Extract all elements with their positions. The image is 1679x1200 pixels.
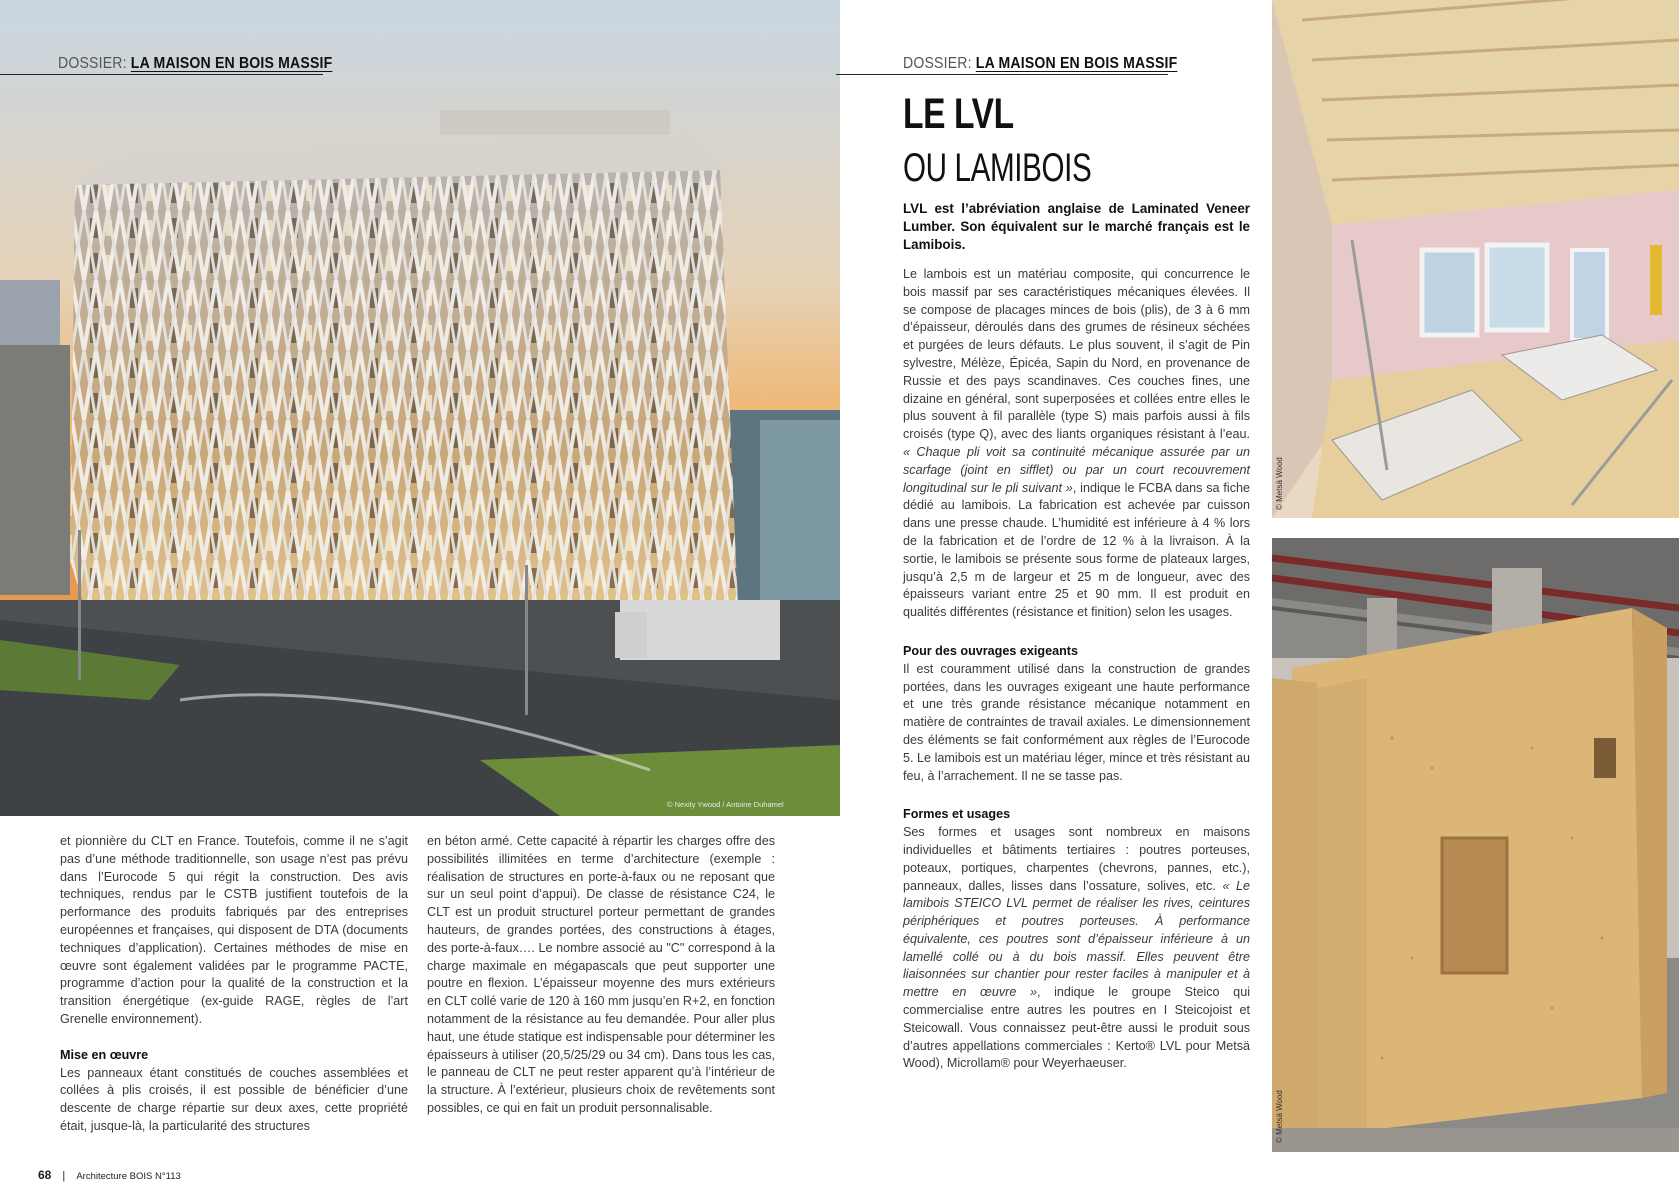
- clt-heading-mise-en-oeuvre: Mise en œuvre: [60, 1047, 149, 1062]
- page-footer: [38, 1168, 181, 1182]
- clt-column-1: [60, 833, 408, 1136]
- article-lead: LVL est l’abréviation anglaise de Laminated Veneer Lumber. Son équivalent sur le marché français est le Lamibois.: [903, 201, 1250, 252]
- dossier-header-left: [58, 55, 332, 73]
- interior-photo: [1272, 0, 1679, 518]
- dossier-title-right: LA MAISON EN BOIS MASSIF: [975, 55, 1178, 72]
- panels-photo-credit: © Metsä Wood: [1275, 1090, 1284, 1143]
- header-rule-right: [836, 74, 1168, 75]
- formes-text-1: Ses formes et usages sont nombreux en maisons individuelles et bâtiments tertiaires : poutres porteuses, poteaux, portiques, charpentes (chevrons, pannes, etc.), panneaux, dalles, lisses dans l’ossature, solives, etc.: [903, 825, 1250, 893]
- clt-column-2: [427, 833, 775, 1118]
- clt-paragraph-2: Les panneaux étant constitués de couches assemblées et collées à plis croisés, il est possible de bénéficier d’une descente de charge répartie sur deux axes, cette propriété était, jusque-là, la particularité des structures: [60, 1065, 408, 1133]
- article-subtitle: OU LAMIBOIS: [903, 146, 1092, 190]
- paragraph-ouvrages: Il est couramment utilisé dans la construction de grandes portées, dans les ouvrages exigeant une haute performance et une très grande résistance mécanique notamment en matière de contraintes de travail axiales. Le dimensionnement des éléments se fait conformément aux règles de l’Eurocode 5. Le lamibois est un matériau léger, mince et très résistant au feu, à l’arrachement. Il ne se tasse pas.: [903, 661, 1250, 783]
- footer-separator: |: [62, 1170, 66, 1182]
- magazine-name: Architecture BOIS N°113: [76, 1171, 181, 1182]
- paragraph-formes: [903, 824, 1250, 1073]
- intro-text-1: Le lambois est un matériau composite, qui concurrence le bois massif par ses caractéristiques mécaniques élevées. Il se compose de placages minces de bois (plis), de 3 à 6 mm d’épaisseur, déroulés dans des grumes de résineux séchées et purgées de leurs défauts. Le plus souvent, il s’agit de Pin sylvestre, Mélèze, Épicéa, Sapin du Nord, en provenance de Russie et des pays scandinaves. Ces couches fines, une dizaine en général, sont superposées et collées entre elles le plus souvent à fil parallèle (type S) mais parfois aussi à fils croisés (type Q), avec des liants organiques résistant à l’eau.: [903, 267, 1250, 442]
- dossier-header-right: [903, 55, 1177, 73]
- building-photo-credit: © Nexity Ywood / Antoine Duhamel: [667, 800, 784, 809]
- article-paragraph-intro: [903, 266, 1250, 622]
- interior-photo-credit: © Metsä Wood: [1275, 457, 1284, 510]
- fcba-quote: « Chaque pli voit sa continuité mécanique assurée par un scarfage (joint en sifflet) ou par un court recouvrement longitudinal sur le pli suivant »: [903, 444, 1250, 495]
- panels-photo: [1272, 538, 1679, 1152]
- dossier-title: LA MAISON EN BOIS MASSIF: [130, 55, 333, 72]
- clt-paragraph-3: en béton armé. Cette capacité à répartir les charges offre des possibilités illimitées en terme d’architecture (exemple : réalisation de structures en porte-à-faux ou ne reposant que sur un seul point d’appui). De classe de résistance C24, le CLT est un produit structurel porteur permettant de grandes hauteurs, de grandes portées, des constructions à étages, des porte-à-faux…. Le nombre associé au "C" correspond à la charge maximale en mégapascals que peut supporter une poutre en flexion. L’épaisseur moyenne des murs extérieurs en CLT collé varie de 120 à 160 mm jusqu’en R+2, en fonction notamment de la résistance au feu demandée. Pour aller plus haut, une étude statique est indispensable pour déterminer les épaisseurs à utiliser (20,5/25/29 ou 34 cm). Dans tous les cas, le panneau de CLT ne peut rester apparent qu’à l’intérieur de la structure. À l’extérieur, plusieurs choix de revêtements sont possibles, ce qui en fait un produit personnalisable.: [427, 834, 775, 1115]
- article-title: LE LVL: [903, 90, 1014, 138]
- formes-text-2: , indique le groupe Steico qui commercialise entre autres les poutres en I Steicojoist et Steicowall. Vous connaissez peut-être aussi le produit sous d’autres appellations commerciales : Kerto® LVL pour Metsä Wood), Microllam® pour Weyerhaeuser.: [903, 985, 1250, 1071]
- clt-paragraph-1: et pionnière du CLT en France. Toutefois, comme il ne s’agit pas d’une méthode traditionnelle, son usage n’est pas prévu dans l’Eurocode 5 qui régit la construction. Des avis techniques, rendus par le CSTB justifient toutefois de la performance des produits fabriqués par des entreprises européennes et françaises, qui disposent de DTA (documents techniques d’application). Certaines méthodes de mise en œuvre sont également validées par le programme PACTE, programme d’action pour la qualité de la construction et la transition énergétique (ex-guide RAGE, règles de l’art Grenelle environnement).: [60, 834, 408, 1026]
- building-photo: [0, 0, 840, 816]
- dossier-prefix: DOSSIER:: [58, 55, 127, 72]
- dossier-prefix-right: DOSSIER:: [903, 55, 972, 72]
- heading-formes: Formes et usages: [903, 807, 1011, 822]
- header-rule-left: [0, 74, 323, 75]
- intro-text-2: , indique le FCBA dans sa fiche dédié au lamibois. La fabrication est achevée par cuisson dans une presse chaude. L’humidité est inférieure à 4 % lors de la fabrication et de l’ordre de 12 % à la livraison. À la sortie, le lamibois se présente sous forme de plateaux larges, jusqu’à 2,5 m de largeur et 25 m de longueur, avec des épaisseurs variant entre 25 et 90 mm. Il est produit en qualités différentes (résistance et finition) selon les usages.: [903, 480, 1250, 620]
- heading-ouvrages: Pour des ouvrages exigeants: [903, 643, 1078, 658]
- article-body: [903, 266, 1250, 1073]
- page-number: 68: [38, 1168, 52, 1182]
- steico-quote: « Le lamibois STEICO LVL permet de réaliser les rives, ceintures périphériques et poutres porteuses. À performance équivalente, ces poutres sont d’épaisseur inférieure à un lamellé collé ou à du bois massif. Elles peuvent être liaisonnées sur chantier pour rester faciles à manipuler et à mettre en œuvre »: [903, 878, 1251, 1000]
